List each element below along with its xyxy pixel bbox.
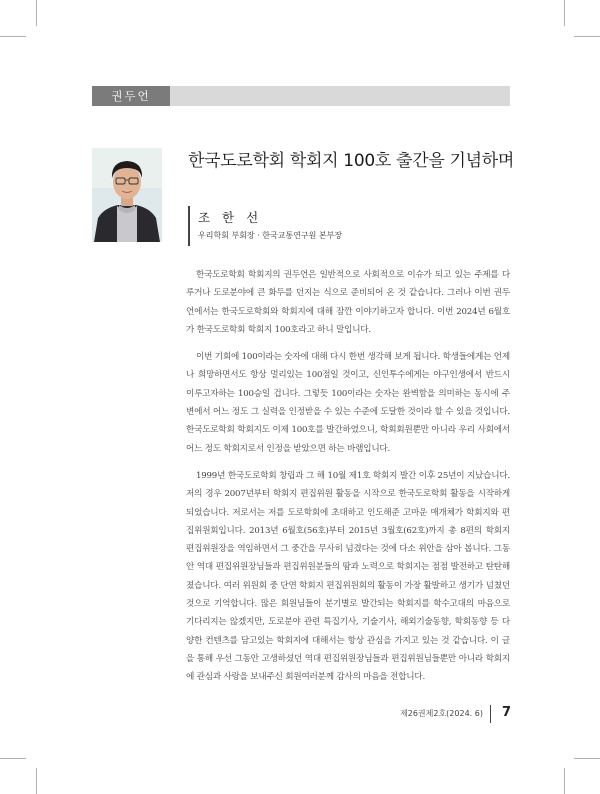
footer-divider bbox=[490, 705, 491, 723]
paragraph: 한국도로학회 학회지의 권두언은 일반적으로 사회적으로 이슈가 되고 있는 주제를 다루거나 도로분야에 큰 화두를 던지는 식으로 준비되어 온 것 같습니다. 그러나 이번 권두언에서는 한국도로학회와 학회지에 대해 잠깐 이야기하고자 합니다. 이번 2024년 6월호가 한국도로학회 학회지 100호라고 하니 말입니다. bbox=[186, 270, 510, 335]
issue-label: 제26권제2호(2024. 6) bbox=[400, 709, 483, 718]
crop-mark bbox=[36, 0, 37, 26]
author-role: 우리학회 부회장 · 한국교통연구원 본부장 bbox=[198, 231, 343, 240]
section-tag: 권두언 bbox=[92, 86, 170, 106]
section-header-bar bbox=[92, 86, 510, 106]
crop-mark bbox=[574, 36, 600, 37]
crop-mark bbox=[36, 768, 37, 794]
crop-mark bbox=[0, 758, 26, 759]
page-number: 7 bbox=[502, 705, 512, 720]
crop-mark bbox=[0, 36, 26, 37]
author-portrait-icon bbox=[92, 148, 162, 242]
page-footer bbox=[400, 705, 520, 723]
author-name: 조 한 선 bbox=[198, 210, 263, 225]
paragraph: 이번 기회에 100이라는 숫자에 대해 다시 한번 생각해 보게 됩니다. 학생들에게는 언제나 희망하면서도 항상 멀리있는 100점일 것이고, 신인투수에게는 야구인생에서 반드시 이루고자하는 100승일 겁니다. 그렇듯 100이라는 숫자는 완벽함을 의미하는 동시에 주변에서 어느 정도 그 실력을 인정받을 수 있는 수준에 도달한 것이라 할 수 있을 것입니다. 한국도로학회 학회지도 이제 100호를 발간하였으니, 학회회원뿐만 아니라 우리 사회에서 어느 정도 학회지로서 인정을 받았으면 하는 바램입니다. bbox=[186, 352, 510, 454]
author-block bbox=[188, 206, 520, 246]
crop-mark bbox=[574, 758, 600, 759]
crop-mark bbox=[564, 768, 565, 794]
article-title: 한국도로학회 학회지 100호 출간을 기념하며 bbox=[188, 151, 515, 171]
paragraph: 1999년 한국도로학회 창립과 그 해 10월 제1호 학회지 발간 이후 25년이 지났습니다. 저의 경우 2007년부터 학회지 편집위원 활동을 시작으로 한국도로학회 활동을 시작하게 되었습니다. 저로서는 저를 도로학회에 초대하고 인도해준 고마운 매개체가 학회지와 편집위원회입니다. 2013년 6월호(56호)부터 2015년 3월호(62호)까지 총 8편의 학회지 편집위원장을 역임하면서 그 중간을 무사히 넘겼다는 것에 다소 위안을 삼아 봅니다. 그동안 역대 편집위원장님들과 편집위원분들의 땀과 노력으로 학회지는 점점 발전하고 탄탄해 졌습니다. 여러 위원회 중 단연 학회지 편집위원회의 활동이 가장 활발하고 생기가 넘쳤던 것으로 기억합니다. 많은 회원님들이 분기별로 발간되는 학회지를 학수고대의 마음으로 기다리지는 않겠지만, 도로분야 관련 특집기사, 기술기사, 해외기술동향, 학회동향 등 다양한 컨텐츠를 담고있는 학회지에 대해서는 항상 관심을 가지고 있는 것 같습니다. 이 글을 통해 우선 그동안 고생하셨던 역대 편집위원장님들과 편집위원님들뿐만 아니라 학회지에 관심과 사랑을 보내주신 회원여러분께 감사의 마음을 전합니다. bbox=[186, 470, 510, 683]
crop-mark bbox=[564, 0, 565, 26]
article-body bbox=[186, 266, 510, 696]
